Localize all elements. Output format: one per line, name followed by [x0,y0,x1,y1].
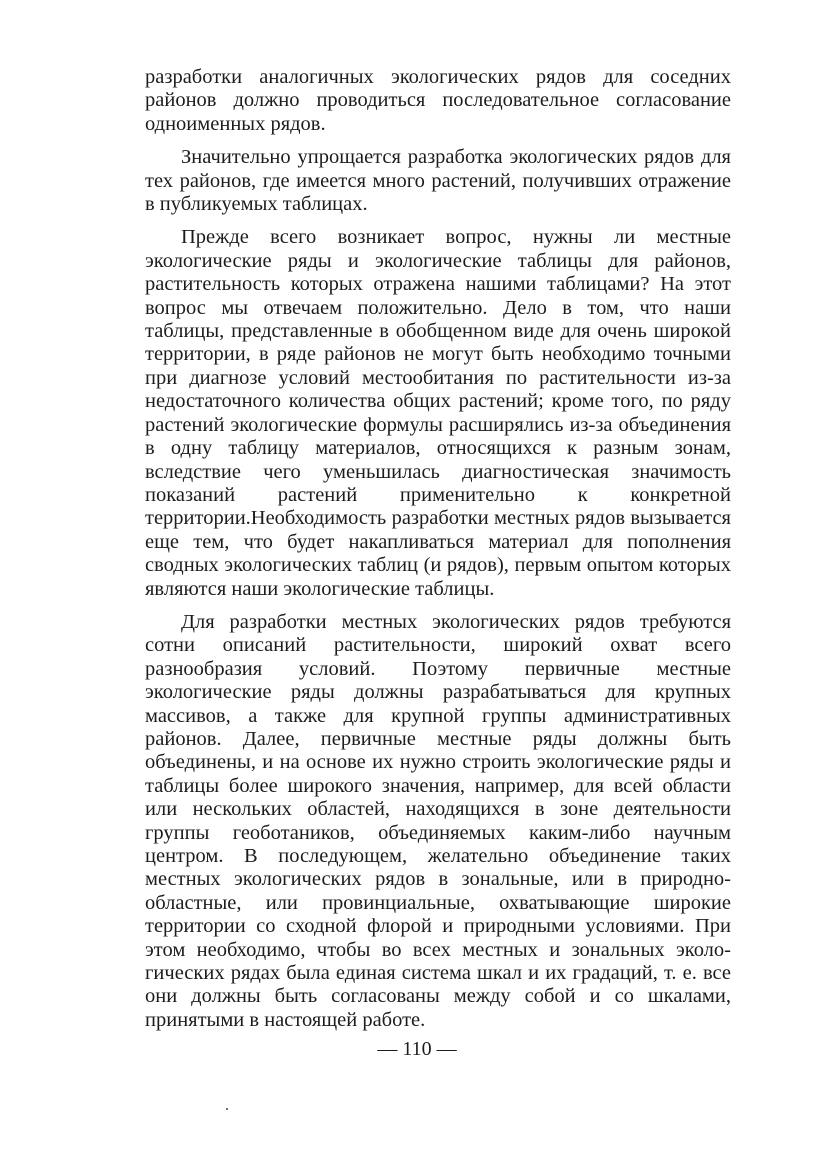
print-speck [226,1108,228,1110]
page-body [145,66,731,1042]
paragraph-1: разработки аналогичных экологических рядов для соседних районов должно проводиться последовательное согласование одноименных рядов. [145,66,731,135]
page-number: — 110 — [377,1038,457,1060]
paragraph-4: Для разработки местных экологических рядов требуются сотни описаний растительности, широкий охват всего разнообразия условий. Поэтому первичные местные экологические ряды должны разрабатываться для крупных массивов, а также для крупной группы административных районов. Далее, первичные местные ряды должны быть объединены, и на основе их нужно строить экологические ряды и таблицы более широкого значения, например, для всей области или нескольких областей, находящихся в зоне деятельности группы геоботаников, объединяемых каким-либо научным центром. В последующем, желательно объединение таких местных экологических рядов в зональные, или в природно-областные, или провинциальные, охватывающие широкие территории со сходной флорой и природными условиями. При этом необходимо, чтобы во всех местных и зональных экологических рядах была единая система шкал и их градаций, т. е. все они должны быть согласованы между собой и со шкалами, принятыми в настоящей работе. [145,610,731,1031]
paragraph-2: Значительно упрощается разработка экологических рядов для тех районов, где имеется много растений, получивших отражение в публикуемых таблицах. [145,146,731,216]
paragraph-3: Прежде всего возникает вопрос, нужны ли местные экологические ряды и экологические таблицы для районов, растительность которых отражена нашими таблицами? На этот вопрос мы отвечаем положительно. Дело в том, что наши таблицы, представленные в обобщенном виде для очень широкой территории, в ряде районов не могут быть необходимо точными при диагнозе условий местообитания по растительности из-за недостаточного количества общих растений; кроме того, по ряду растений экологические формулы расширялись из-за объединения в одну таблицу материалов, относящихся к разным зонам, вследствие чего уменьшилась диагностическая значимость показаний растений применительно к конкретной территории.Необходимость разработки местных рядов вызывается еще тем, что будет накапливаться материал для пополнения сводных экологических таблиц (и рядов), первым опытом которых являются наши экологические таблицы. [145,226,731,600]
